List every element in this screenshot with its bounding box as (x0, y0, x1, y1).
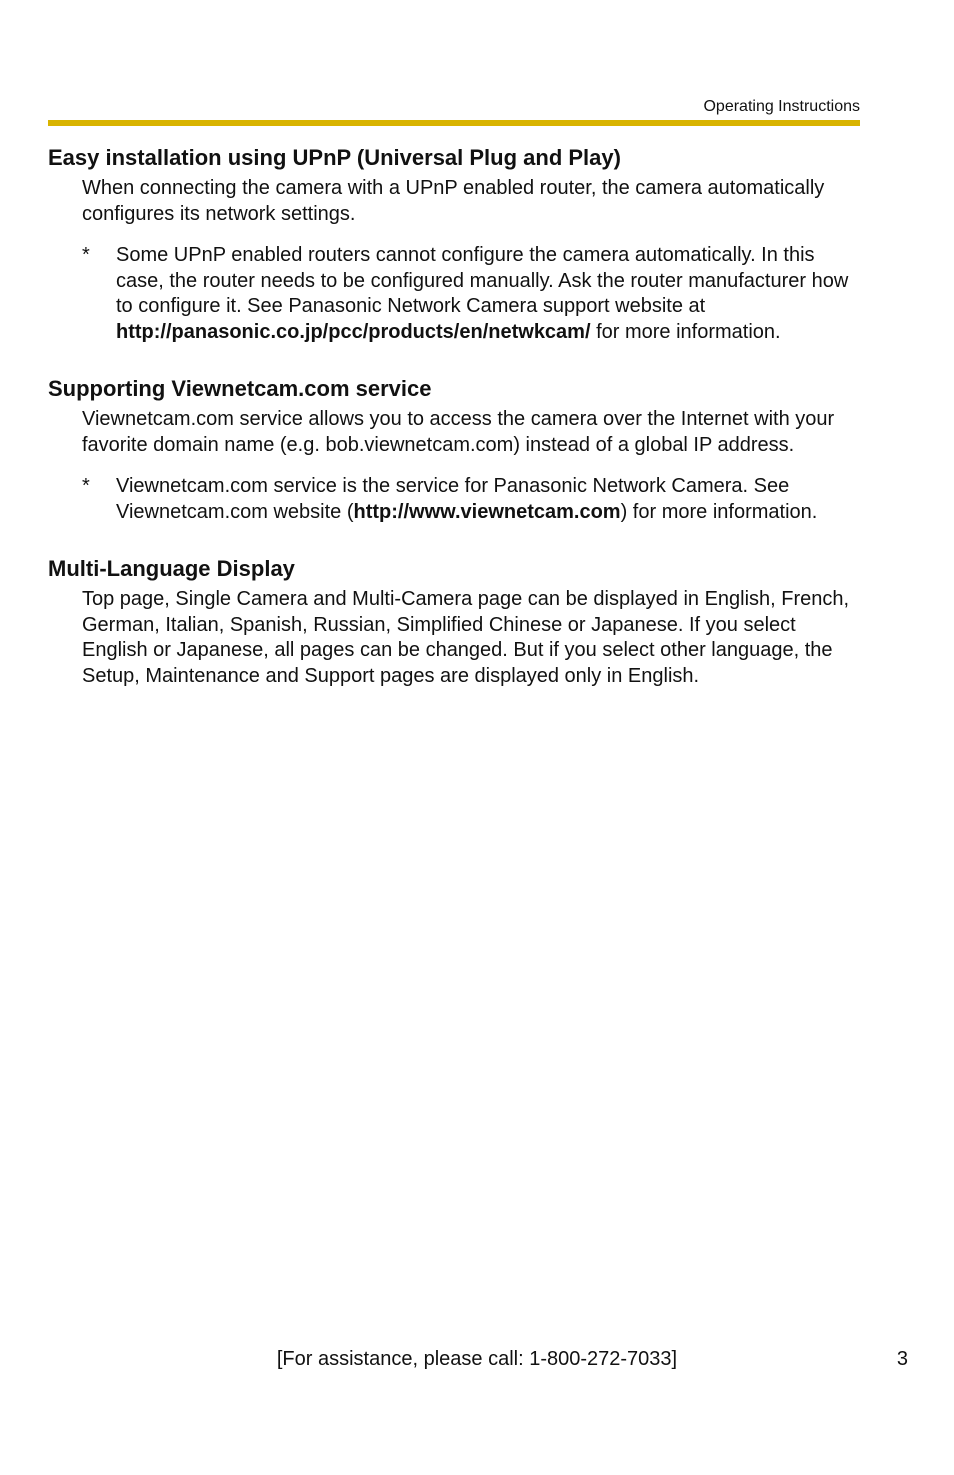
header-label: Operating Instructions (703, 98, 860, 115)
section-title: Easy installation using UPnP (Universal Plug and Play) (48, 145, 621, 170)
section-body: When connecting the camera with a UPnP enabled router, the camera automatically configures its network settings. (82, 177, 825, 225)
note-text-before: Some UPnP enabled routers cannot configure the camera automatically. In this case, the router needs to be configured manually. Ask the router manufacturer how to configure it. See Panasonic Network Camera support website at (116, 244, 849, 317)
note-asterisk: * (82, 475, 90, 497)
note-text-after: for more information. (590, 320, 781, 343)
section-title: Multi-Language Display (48, 556, 295, 581)
assistance-footer: [For assistance, please call: 1-800-272-7033] (276, 1348, 678, 1370)
section-title: Supporting Viewnetcam.com service (48, 376, 432, 401)
page-content (48, 144, 860, 689)
note-text-before: Viewnetcam.com service is the service for Panasonic Network Camera. See Viewnetcam.com website ( (116, 475, 790, 523)
header-rule (48, 120, 860, 126)
section-upnp (48, 144, 860, 345)
support-website-link[interactable]: http://panasonic.co.jp/pcc/products/en/netwkcam/ (116, 320, 591, 343)
note-asterisk: * (82, 244, 90, 266)
note-text-after: ) for more information. (620, 500, 818, 523)
section-viewnetcam (48, 375, 860, 525)
section-body: Top page, Single Camera and Multi-Camera page can be displayed in English, French, German, Italian, Spanish, Russian, Simplified Chinese or Japanese. If you select English or Japanese, all pages can be changed. But if you select other language, the Setup, Maintenance and Support pages are displayed only in English. (82, 588, 850, 687)
section-note (82, 243, 860, 345)
section-note (82, 474, 860, 525)
section-body: Viewnetcam.com service allows you to access the camera over the Internet with your favorite domain name (e.g. bob.viewnetcam.com) instead of a global IP address. (82, 408, 835, 456)
page-number: 3 (896, 1348, 908, 1370)
viewnetcam-website-link[interactable]: http://www.viewnetcam.com (353, 500, 621, 523)
section-multi-language (48, 555, 860, 689)
